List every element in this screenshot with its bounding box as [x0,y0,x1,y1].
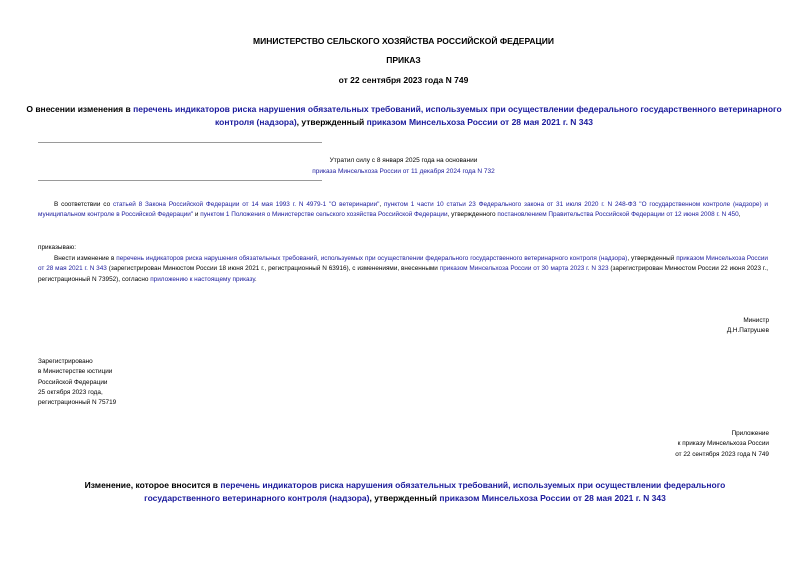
preamble-text: и [193,211,201,219]
appendix-title-prefix: Изменение, которое вносится в [84,480,221,490]
order-343-link[interactable]: приказом Минсельхоза России от 28 мая 2021 г. N 343 [38,255,768,273]
signature-block [727,316,769,337]
divider-top [38,142,322,143]
signature-name: Д.Н.Патрушев [726,327,769,335]
lost-force-note [0,155,807,177]
appendix-line: к приказу Минсельхоза России [677,440,769,448]
appendix-title-middle: , утвержденный [369,493,440,503]
appendix-title-list-link[interactable]: перечень индикаторов риска нарушения обязательных требований, используемых при осуществлении федерального государственного ветеринарного контроля (надзора) [144,480,726,503]
registration-line: в Министерстве юстиции [38,368,113,376]
appendix-title-order-link[interactable]: приказом Минсельхоза России от 28 мая 2021 г. N 343 [439,493,666,503]
order-paragraph [38,254,768,285]
appendix-line: Приложение [731,430,769,437]
order-323-link[interactable]: приказом Минсельхоза России от 30 марта 2023 г. N 323 [439,265,609,273]
doc-type-heading: ПРИКАЗ [386,55,421,65]
government-decree-link[interactable]: постановлением Правительства Российской Федерации от 12 июня 2008 г. N 450 [497,211,739,219]
preamble-text: , утвержденного [447,211,498,219]
appendix-header [675,429,769,460]
registration-block [38,357,116,408]
title-middle: , утвержденный [296,117,367,127]
preamble-text: В соответствии со [54,201,113,208]
preamble-paragraph [38,200,768,221]
order-word: приказываю: [38,244,76,251]
federal-law-link[interactable]: пунктом 1 части 10 статьи 23 Федерального закона от 31 июля 2020 г. N 248-ФЗ "О государственном контроле (надзоре) и муниципальном контроле в Российской Федерации" [38,201,768,219]
law-vet-link[interactable]: статьей 8 Закона Российской Федерации от 14 мая 1993 г. N 4979-1 "О ветеринарии" [112,201,380,208]
preamble-text: , [379,201,385,208]
registration-line: Зарегистрировано [38,358,93,365]
appendix-title [60,479,750,505]
signature-position: Министр [743,317,769,324]
registration-line: регистрационный N 75719 [38,399,117,407]
registration-line: Российской Федерации [38,378,108,386]
doc-date-number: от 22 сентября 2023 года N 749 [338,75,469,85]
preamble-text: , [738,211,741,219]
title-order-link[interactable]: приказом Минсельхоза России от 28 мая 2021 г. N 343 [366,117,593,127]
order-text: . [254,275,257,283]
divider-bottom [38,180,322,181]
appendix-link[interactable]: приложению к настоящему приказу [150,275,255,283]
order-text: (зарегистрирован Минюстом России 18 июня 2021 г., регистрационный N 63916), с изменениями, внесенными [106,265,440,273]
document-title [24,103,784,129]
order-text: , утвержденный [627,255,677,262]
title-prefix: О внесении изменения в [26,104,134,114]
ministry-heading: МИНИСТЕРСТВО СЕЛЬСКОГО ХОЗЯЙСТВА РОССИЙСКОЙ ФЕДЕРАЦИИ [253,36,554,46]
order-text: Внести изменение в [54,255,117,262]
order-text: (зарегистрирован Минюстом России 22 июня 2023 г., регистрационный N 73952), согласно [38,265,768,283]
order-list-link[interactable]: перечень индикаторов риска нарушения обязательных требований, используемых при осуществлении федерального государственного ветеринарного контроля (надзора) [116,255,628,262]
title-list-link[interactable]: перечень индикаторов риска нарушения обязательных требований, используемых при осуществлении федерального государственного ветеринарного контроля (надзора) [133,104,782,127]
appendix-line: от 22 сентября 2023 года N 749 [675,450,769,458]
registration-line: 25 октября 2023 года, [38,388,103,396]
lost-force-link[interactable]: приказа Минсельхоза России от 11 декабря 2024 года N 732 [312,168,495,175]
regulation-link[interactable]: пунктом 1 Положения о Министерстве сельского хозяйства Российской Федерации [200,211,448,219]
lost-force-text: Утратил силу с 8 января 2025 года на основании [329,157,478,164]
